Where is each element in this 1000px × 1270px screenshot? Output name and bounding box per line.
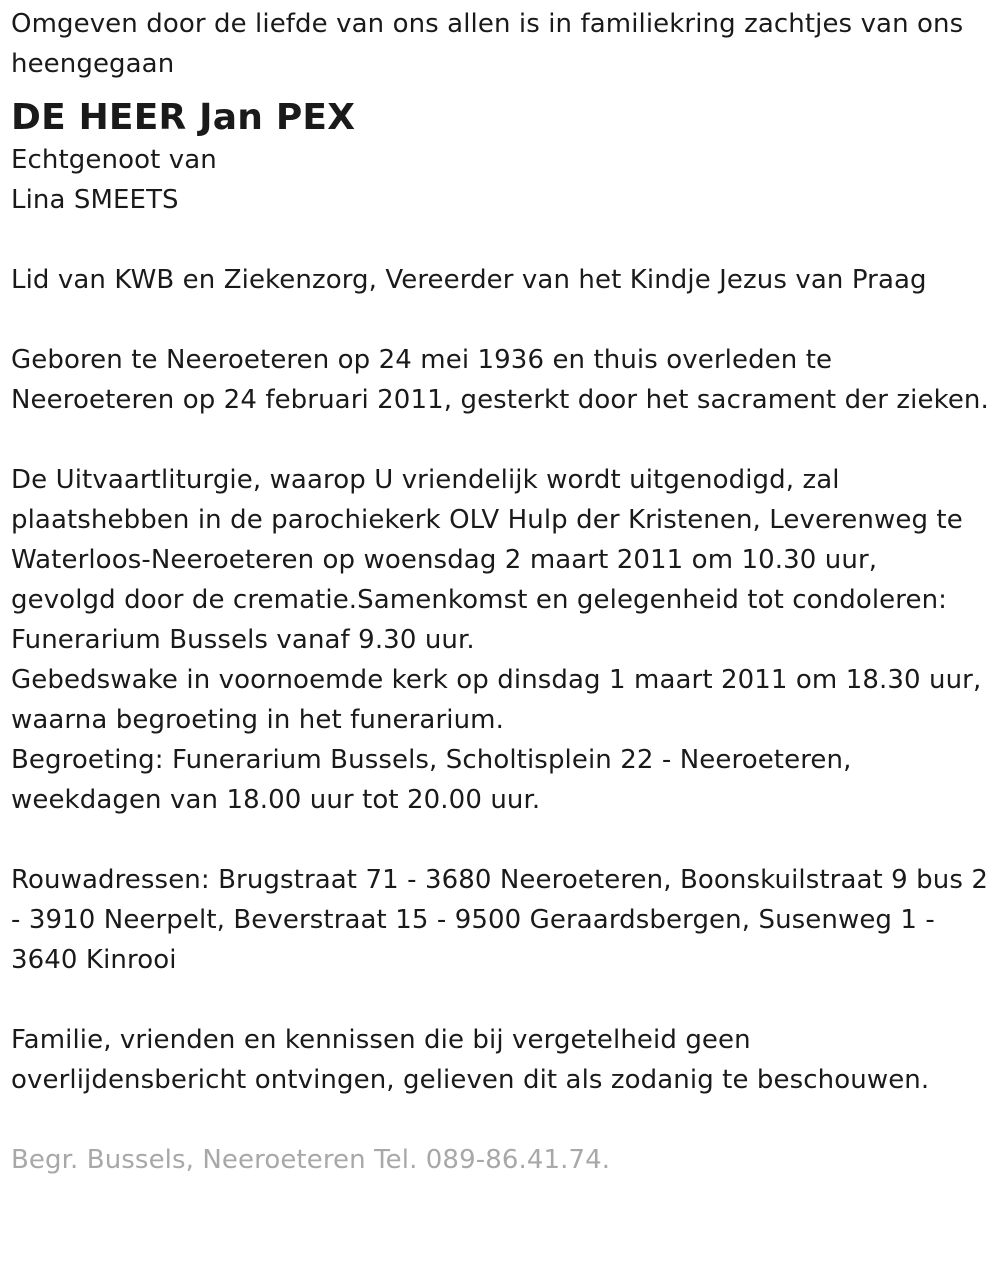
vigil-text: Gebedswake in voornoemde kerk op dinsdag 1 maart 2011 om 18.30 uur, waarna begroeting in het funerarium. (11, 665, 982, 735)
greeting-text: Begroeting: Funerarium Bussels, Scholtisplein 22 - Neeroeteren, weekdagen van 18.00 uur tot 20.00 uur. (11, 745, 852, 815)
spacer (11, 420, 989, 460)
spacer (11, 980, 989, 1020)
spouse-name: Lina SMEETS (11, 185, 179, 215)
intro-text: Omgeven door de liefde van ons allen is in familiekring zachtjes van ons heengegaan (11, 9, 964, 79)
closing-text: Familie, vrienden en kennissen die bij vergetelheid geen overlijdensbericht ontvingen, gelieven dit als zodanig te beschouwen. (11, 1025, 930, 1095)
spacer (11, 300, 989, 340)
addresses-text: Rouwadressen: Brugstraat 71 - 3680 Neeroeteren, Boonskuilstraat 9 bus 2 - 3910 Neerpelt, Beverstraat 15 - 9500 Geraardsbergen, Susenweg 1 - 3640 Kinrooi (11, 865, 989, 975)
deceased-name: DE HEER Jan PEX (11, 97, 356, 138)
spacer (11, 820, 989, 860)
membership-text: Lid van KWB en Ziekenzorg, Vereerder van het Kindje Jezus van Praag (11, 265, 927, 295)
spouse-label: Echtgenoot van (11, 145, 217, 175)
funeral-home-footer: Begr. Bussels, Neeroeteren Tel. 089-86.41.74. (11, 1145, 611, 1175)
spacer (11, 220, 989, 260)
spacer (11, 1100, 989, 1140)
funeral-text: De Uitvaartliturgie, waarop U vriendelijk wordt uitgenodigd, zal plaatshebben in de parochiekerk OLV Hulp der Kristenen, Leverenweg te Waterloos-Neeroeteren op woensdag 2 maart 2011 om 10.30 uur, gevolgd door de crematie.Samenkomst en gelegenheid tot condoleren: Funerarium Bussels vanaf 9.30 uur. (11, 465, 963, 655)
birth-death-text: Geboren te Neeroeteren op 24 mei 1936 en thuis overleden te Neeroeteren op 24 februari 2011, gesterkt door het sacrament der zieken. (11, 345, 989, 415)
